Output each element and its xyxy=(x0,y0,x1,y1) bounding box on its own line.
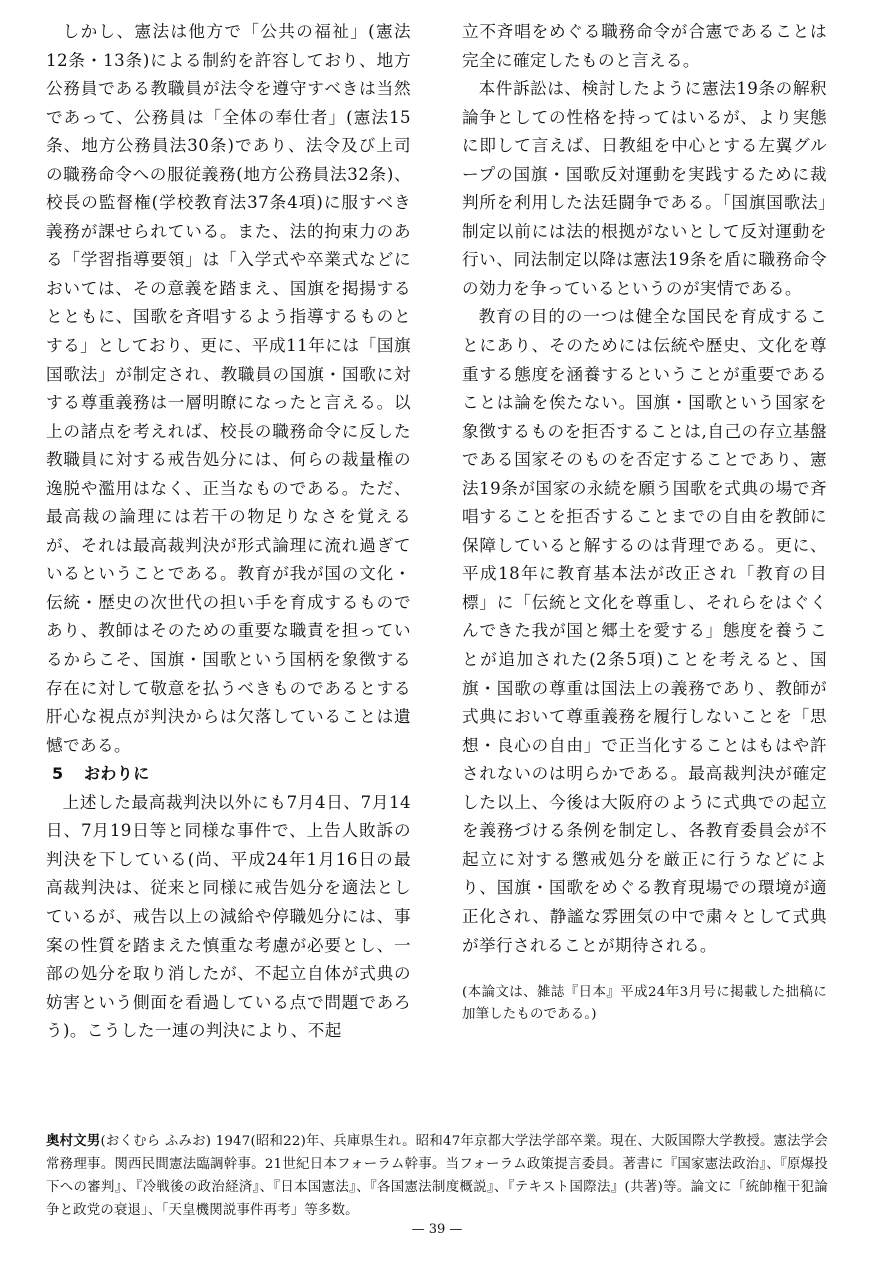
section-number: 5 xyxy=(52,764,64,784)
author-name: 奥村文男 xyxy=(46,1134,101,1149)
author-bio xyxy=(46,1130,828,1222)
body-paragraph: 本件訴訟は、検討したように憲法19条の解釈論争としての性格を持ってはいるが、より実態に即して言えば、日教組を中心とする左翼グループの国旗・国歌反対運動を実践するために裁判所を利用した法廷闘争である。「国旗国歌法」制定以前には法的根拠がないとして反対運動を行い、同法制定以降は憲法19条を盾に職務命令の効力を争っているというのが実情である。 xyxy=(462,79,827,298)
body-paragraph: 上述した最高裁判決以外にも7月4日、7月14日、7月19日等と同様な事件で、上告人敗訴の判決を下している(尚、平成24年1月16日の最高裁判決は、従来と同様に戒告処分を適法としているが、戒告以上の減給や停職処分には、事案の性質を踏まえた慎重な考慮が必要とし、一部の処分を取り消したが、不起立自体が式典の妨害という側面を看過している点で問題であろう)。こうした一連の判決により、不起 xyxy=(46,792,411,1041)
page-number: — 39 — xyxy=(411,1222,463,1237)
body-paragraph: 立不斉唱をめぐる職務命令が合憲であることは完全に確定したものと言える。 xyxy=(462,22,827,70)
body-paragraph: 教育の目的の一つは健全な国民を育成することにあり、そのためには伝統や歴史、文化を尊重する態度を涵養するということが重要であることは論を俟たない。国旗・国歌という国家を象徴するものを拒否することは,自己の存立基盤である国家そのものを否定することであり、憲法19条が国家の永続を願う国歌を式典の場で斉唱することを拒否することまでの自由を教師に保障していると解するのは背理である。更に、平成18年に教育基本法が改正され「教育の目標」に「伝統と文化を尊重し、それらをはぐくんできた我が国と郷土を愛する」態度を養うことが追加された(2条5項)ことを考えると、国旗・国歌の尊重は国法上の義務であり、教師が式典において尊重義務を履行しないことを「思想・良心の自由」で正当化することはもはや許されないのは明らかである。最高裁判決が確定した以上、今後は大阪府のように式典での起立を義務づける条例を制定し、各教育委員会が不起立に対する懲戒処分を厳正に行うなどにより、国旗・国歌をめぐる教育現場での環境が適正化され、静謐な雰囲気の中で粛々として式典が挙行されることが期待される。 xyxy=(462,307,827,955)
right-column xyxy=(462,18,827,1026)
author-bio-text: (おくむら ふみお) 1947(昭和22)年、兵庫県生れ。昭和47年京都大学法学部卒業。現在、大阪国際大学教授。憲法学会常務理事。関西民間憲法臨調幹事。21世紀日本フォーラム幹事。当フォーラム政策提言委員。著書に『国家憲法政治』、『原爆投下への審判』、『冷戦後の政治経済』、『日本国憲法』、『各国憲法制度概説』、『テキスト国際法』(共著)等。論文に「統帥権干犯論争と政党の衰退」、「天皇機関説事件再考」等多数。 xyxy=(46,1134,828,1218)
footnote: (本論文は、雑誌『日本』平成24年3月号に掲載した拙稿に加筆したものである。) xyxy=(462,985,827,1023)
body-paragraph: しかし、憲法は他方で「公共の福祉」(憲法12条・13条)による制約を許容しており、地方公務員である教職員が法令を遵守すべきは当然であって、公務員は「全体の奉仕者」(憲法15条、地方公務員法30条)であり、法令及び上司の職務命令への服従義務(地方公務員法32条)、校長の監督権(学校教育法37条4項)に服すべき義務が課せられている。また、法的拘束力のある「学習指導要領」は「入学式や卒業式などにおいては、その意義を踏まえ、国旗を掲揚するとともに、国歌を斉唱するよう指導するものとする」としており、更に、平成11年には「国旗国歌法」が制定され、教職員の国旗・国歌に対する尊重義務は一層明瞭になったと言える。以上の諸点を考えれば、校長の職務命令に反した教職員に対する戒告処分には、何らの裁量権の逸脱や濫用はなく、正当なものである。ただ、最高裁の論理には若干の物足りなさを覚えるが、それは最高裁判決が形式論理に流れ過ぎているということである。教育が我が国の文化・伝統・歴史の次世代の担い手を育成するものであり、教師はそのための重要な職責を担っているからこそ、国旗・国歌という国柄を象徴する存在に対して敬意を払うべきものであるとする肝心な視点が判決からは欠落していることは遺憾である。 xyxy=(46,22,411,755)
left-column xyxy=(46,18,411,1046)
section-heading xyxy=(46,760,411,789)
section-title: おわりに xyxy=(84,764,150,784)
